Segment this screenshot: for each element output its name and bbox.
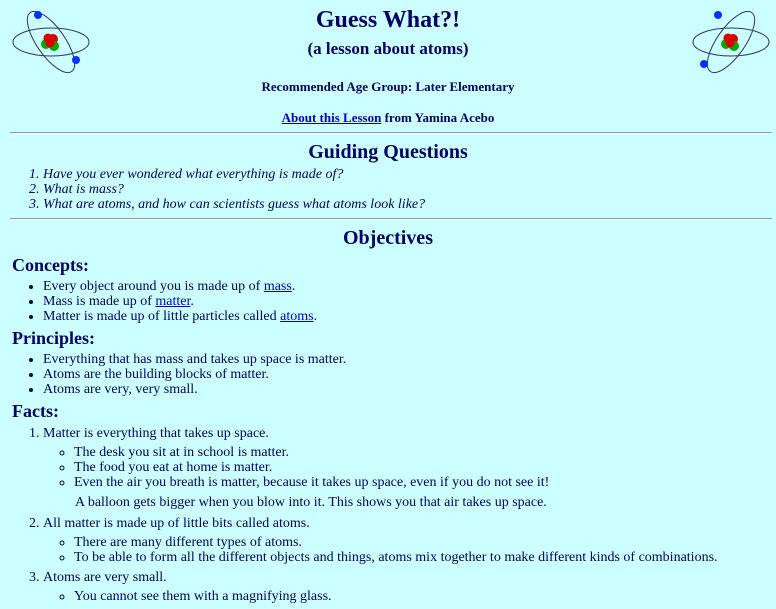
guiding-question: 1. Have you ever wondered what everything is made of? [43, 167, 425, 182]
list-item: • Everything that has mass and takes up space is matter. [43, 352, 346, 367]
age-group: Recommended Age Group: Later Elementary [261, 79, 515, 94]
page-title: Guess What?! [315, 7, 461, 33]
guiding-questions-heading: Guiding Questions [308, 141, 468, 163]
fact-sublist [43, 589, 718, 604]
about-line [0, 110, 776, 126]
divider [10, 218, 772, 220]
list-item [43, 294, 317, 309]
list-item: ◦ Even the air you breath is matter, because it takes up space, even if you do not see it! [74, 475, 718, 490]
list-item: ◦ The desk you sit at in school is matter. [74, 445, 718, 460]
fact-sublist [43, 445, 718, 490]
list-item: ◦ To be able to form all the different objects and things, atoms mix together to make different kinds of combinations. [74, 550, 718, 565]
fact-item [43, 426, 718, 511]
list-item [43, 279, 317, 294]
page-subtitle: (a lesson about atoms) [307, 39, 469, 58]
atoms-link[interactable]: atoms [280, 309, 314, 324]
guiding-question: 3. What are atoms, and how can scientists guess what atoms look like? [43, 197, 425, 212]
fact-note: A balloon gets bigger when you blow into it. This shows you that air takes up space. [75, 495, 547, 510]
concept-punct: . [190, 294, 194, 309]
objectives-heading: Objectives [343, 227, 433, 249]
fact-sublist [43, 535, 718, 565]
list-item: ◦ You cannot see them with a magnifying glass. [74, 589, 718, 604]
fact-text: Atoms are very small. [43, 570, 167, 585]
guiding-questions-list [10, 167, 425, 212]
divider [10, 132, 772, 134]
concept-punct: . [313, 309, 318, 324]
concept-text: Every object around you is made up of [43, 279, 264, 294]
guiding-question: 2. What is mass? [43, 182, 425, 197]
principles-heading: Principles: [12, 328, 95, 348]
facts-heading: Facts: [12, 401, 59, 421]
matter-link[interactable]: matter [155, 294, 191, 309]
about-author: from Yamina Acebo [381, 110, 495, 125]
facts-list [0, 426, 718, 609]
list-item: ◦ The food you eat at home is matter. [74, 460, 718, 475]
fact-text: Matter is everything that takes up space. [43, 426, 269, 441]
concepts-heading: Concepts: [12, 255, 89, 275]
fact-item [43, 516, 718, 565]
list-item: • Atoms are the building blocks of matter. [43, 367, 346, 382]
about-lesson-link[interactable]: About this Lesson [281, 110, 382, 125]
concepts-list [0, 279, 317, 324]
concept-text: Mass is made up of [43, 294, 156, 309]
principles-list [0, 352, 346, 397]
mass-link[interactable]: mass [263, 279, 292, 294]
fact-item [43, 570, 718, 604]
fact-text: All matter is made up of little bits called atoms. [43, 516, 310, 531]
list-item [43, 309, 317, 324]
list-item: ◦ There are many different types of atoms. [74, 535, 718, 550]
list-item: • Atoms are very, very small. [43, 382, 346, 397]
concept-text: Matter is made up of little particles called [43, 309, 281, 324]
concept-punct: . [291, 279, 296, 294]
